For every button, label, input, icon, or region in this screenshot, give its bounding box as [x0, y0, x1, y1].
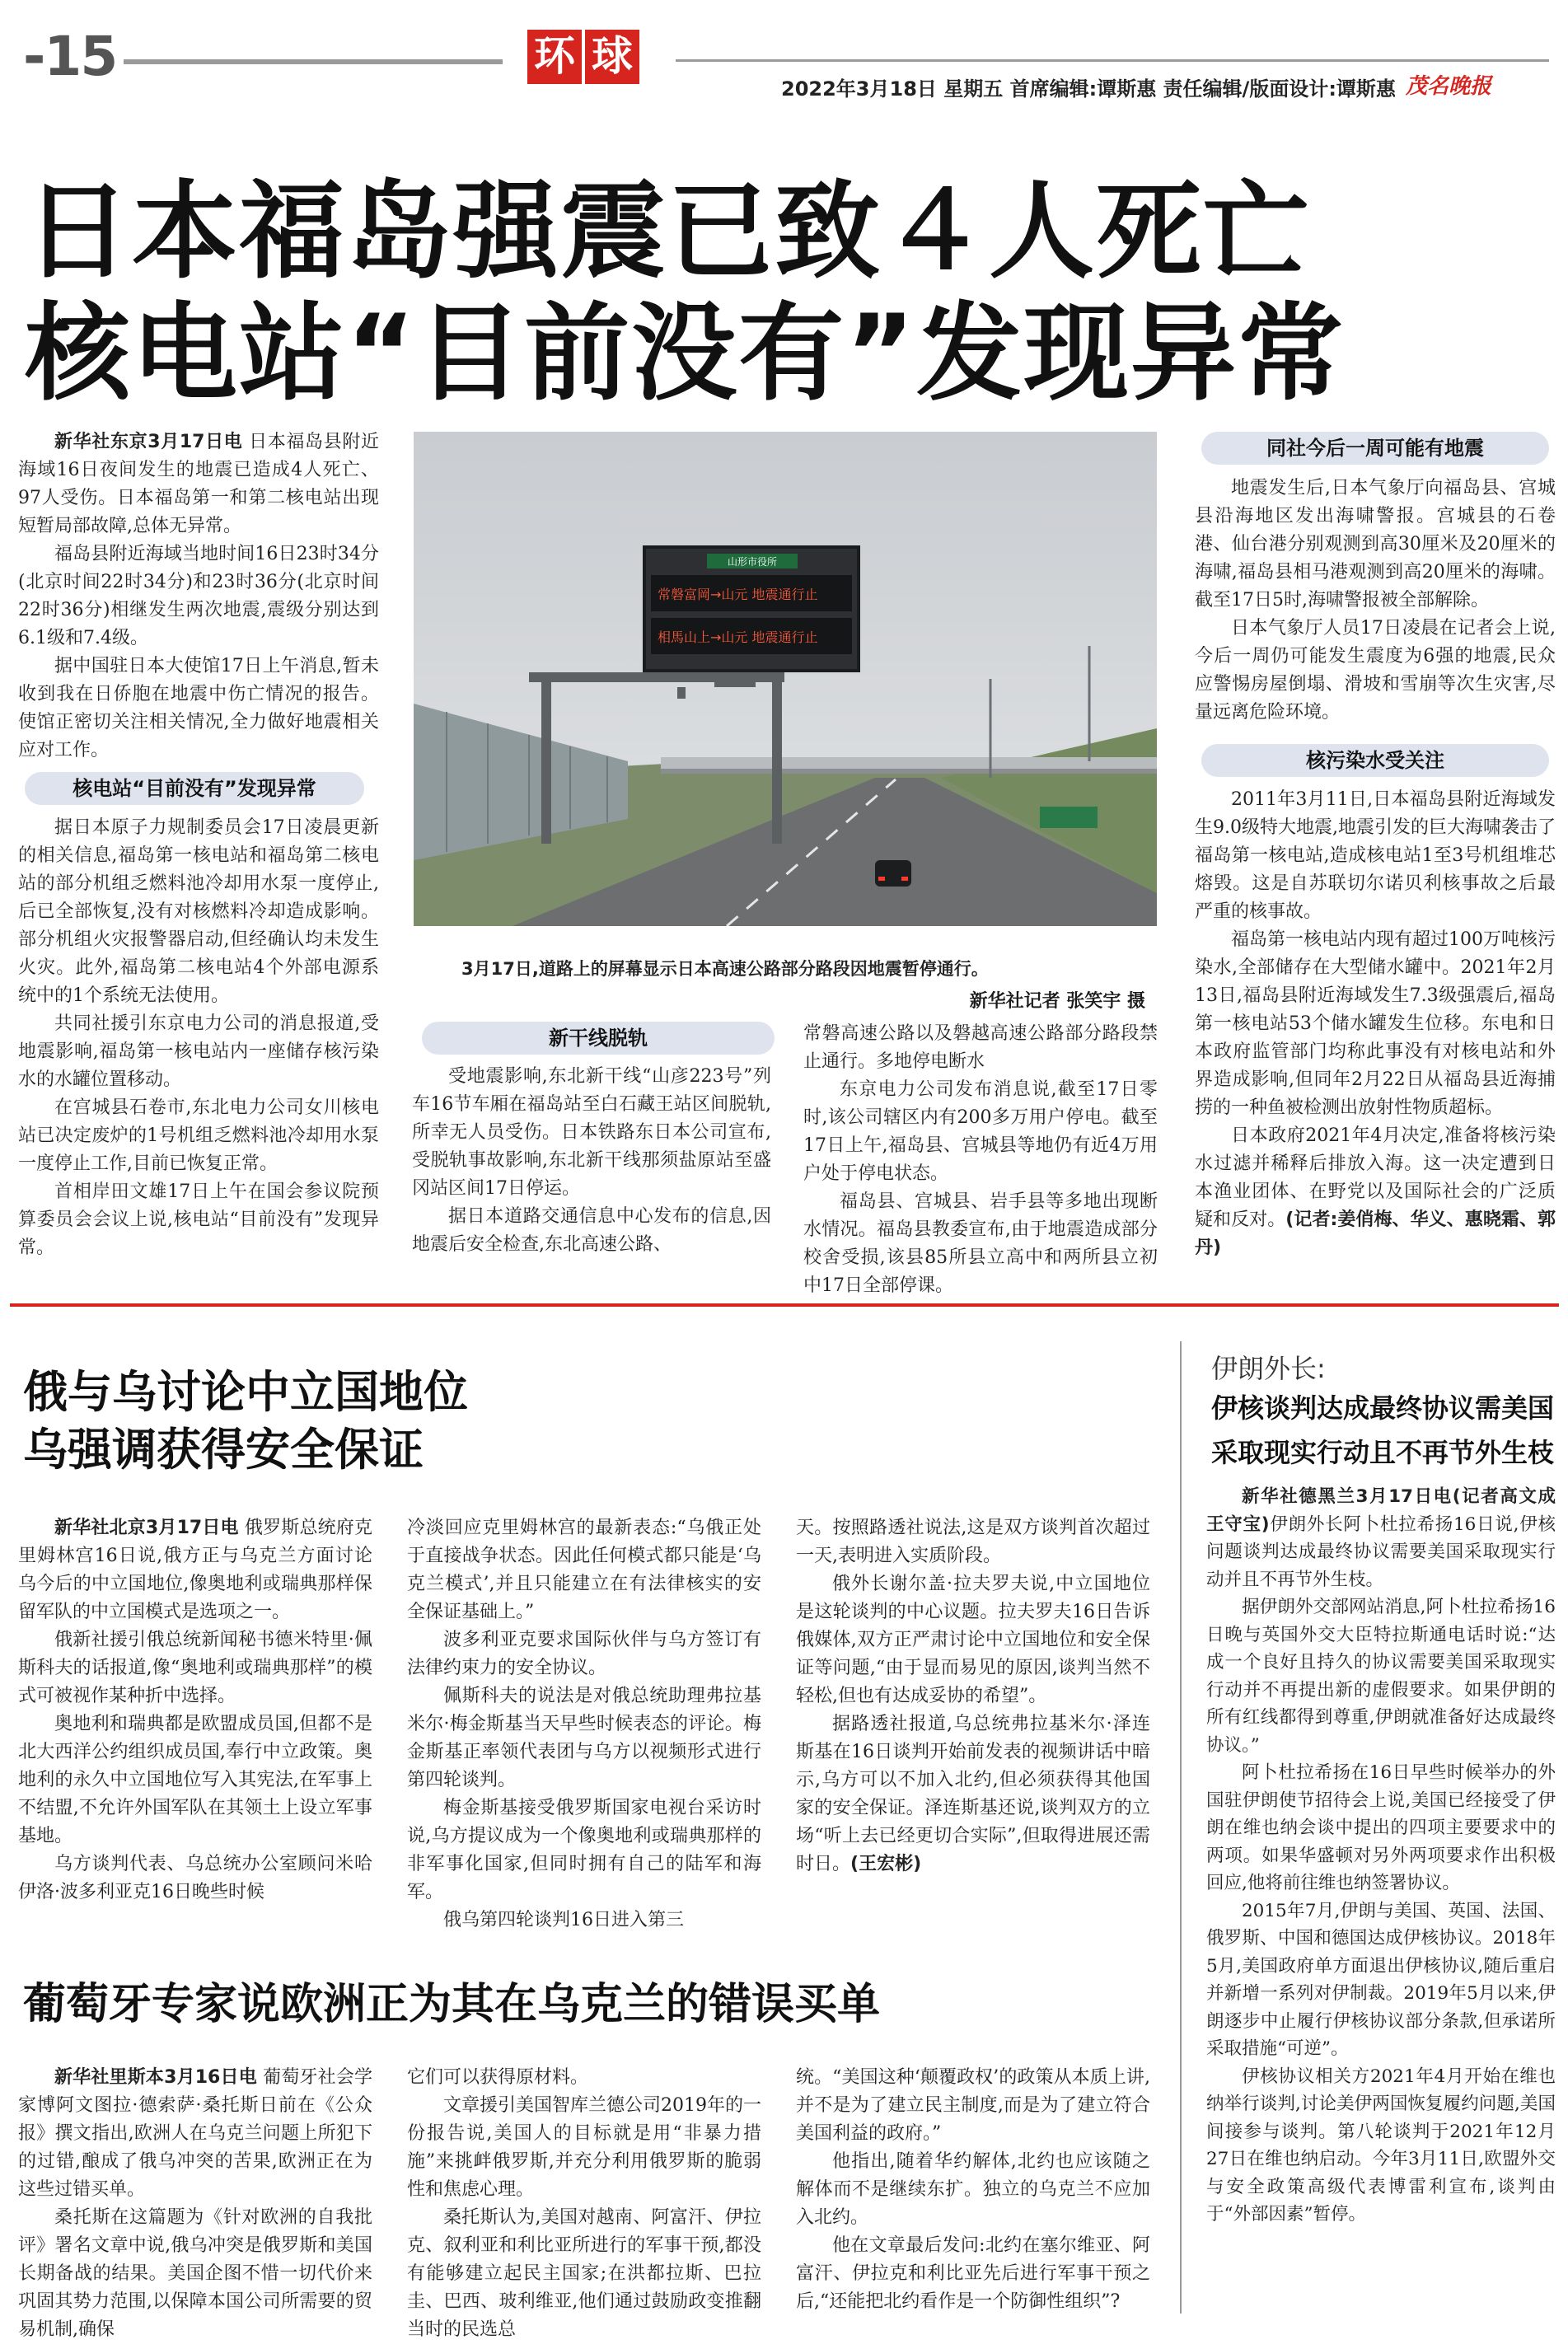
headline-line-2: 乌强调获得安全保证 — [23, 1424, 424, 1476]
paragraph: 福岛县附近海域当地时间16日23时34分(北京时间22时34分)和23时36分(北京时间22时36分)相继发生两次地震,震级分别达到6.1级和7.4级。 — [18, 544, 379, 648]
article1-mid-column-2 — [803, 1020, 1158, 1300]
paragraph: 乌方谈判代表、乌总统办公室顾问米哈伊洛·波多利亚克16日晚些时候 — [18, 1854, 372, 1902]
paragraph: 常磐高速公路以及磐越高速公路部分路段禁止通行。多地停电断水 — [803, 1023, 1158, 1072]
paragraph: 伊核协议相关方2021年4月开始在维也纳举行谈判,讨论美伊两国恢复履约问题,美国间接参与谈判。第八轮谈判于2021年12月27日在维也纳启动。今年3月11日,欧盟外交与安全政策高级代表博雷利宣布,谈判由于“外部因素”暂停。 — [1206, 2066, 1556, 2225]
paragraph: 葡萄牙社会学家博阿文图拉·德索萨·桑托斯日前在《公众报》撰文指出,欧洲人在乌克兰问题上所犯下的过错,酿成了俄乌冲突的苦果,欧洲正在为这些过错买单。 — [18, 2067, 372, 2200]
paragraph: 文章援引美国智库兰德公司2019年的一份报告说,美国人的目标就是用“非暴力措施”来挑衅俄罗斯,并充分利用俄罗斯的脆弱性和焦虑心理。 — [407, 2095, 761, 2200]
photo-caption: 3月17日,道路上的屏幕显示日本高速公路部分路段因地震暂停通行。 — [461, 959, 989, 979]
photo-credit: 新华社记者 张笑宇 摄 — [969, 991, 1145, 1012]
paragraph: 东京电力公司发布消息说,截至17日零时,该公司辖区内有200多万用户停电。截至17日上午,福岛县、宫城县等地仍有近4万用户处于停电状态。 — [803, 1079, 1158, 1184]
paragraph: 地震发生后,日本气象厅向福岛县、宫城县沿海地区发出海啸警报。宫城县的石卷港、仙台港分别观测到高30厘米及20厘米的海啸,福岛县相马港观测到高20厘米的海啸。截至17日5时,海啸警报被全部解除。 — [1195, 478, 1556, 611]
article1-mid-column — [412, 1063, 771, 1259]
article3-headline: 葡萄牙专家说欧洲正为其在乌克兰的错误买单 — [23, 1980, 881, 2029]
sign-line-1: 常磐富岡→山元 地震通行止 — [658, 587, 818, 602]
paragraph-text: 日本政府2021年4月决定,准备将核污染水过滤并稀释后排放入海。这一决定遭到日本渔业团体、在野党以及国际社会的广泛质疑和反对。 — [1195, 1125, 1556, 1230]
paragraph: 首相岸田文雄17日上午在国会参议院预算委员会会议上说,核电站“目前没有”发现异常。 — [18, 1181, 379, 1258]
page-number: -15 — [23, 25, 117, 88]
subhead-shinkansen: 新干线脱轨 — [422, 1022, 775, 1055]
header-rule-right — [676, 59, 1549, 62]
paragraph: 据伊朗外交部网站消息,阿卜杜拉希扬16日晚与英国外交大臣特拉斯通电话时说:“达成一个良好且持久的协议需要美国采取现实行动并不再提出新的虚假要求。如果伊朗的所有红线都得到尊重,伊朗就准备好达成最终协议。” — [1206, 1597, 1556, 1756]
headline-main — [25, 171, 1345, 415]
paragraph: 梅金斯基接受俄罗斯国家电视台采访时说,乌方提议成为一个像奥地利或瑞典那样的非军事化国家,但同时拥有自己的陆军和海军。 — [407, 1798, 761, 1902]
subhead-contaminated-water: 核污染水受关注 — [1201, 744, 1549, 777]
article1-left-column-2 — [18, 814, 379, 1262]
paragraph: 据中国驻日本大使馆17日上午消息,暂未收到我在日侨胞在地震中伤亡情况的报告。使馆正密切关注相关情况,全力做好地震相关应对工作。 — [18, 656, 379, 760]
article3-dateline: 新华社里斯本3月16日电 — [54, 2067, 257, 2088]
highway-photo — [414, 432, 1157, 926]
paragraph: 2015年7月,伊朗与美国、英国、法国、俄罗斯、中国和德国达成伊核协议。2018年5月,美国政府单方面退出伊核协议,随后重启并新增一系列对伊制裁。2019年5月以来,伊朗逐步中止履行伊核协议部分条款,但承诺所采取措施“可逆”。 — [1206, 1900, 1556, 2059]
byline: (王宏彬) — [850, 1854, 922, 1874]
paragraph: 俄乌第四轮谈判16日进入第三 — [443, 1910, 684, 1930]
article2-dateline: 新华社北京3月17日电 — [54, 1518, 239, 1538]
article1-right-column — [1195, 475, 1556, 727]
dateline: 2022年3月18日 星期五 首席编辑:谭斯惠 责任编辑/版面设计:谭斯惠 — [781, 77, 1396, 101]
paragraph: 他在文章最后发问:北约在塞尔维亚、阿富汗、伊拉克和利比亚先后进行军事干预之后,“还能把北约看作是一个防御性组织”? — [796, 2235, 1150, 2312]
paragraph: 他指出,随着华约解体,北约也应该随之解体而不是继续东扩。独立的乌克兰不应加入北约。 — [796, 2151, 1150, 2228]
article2-column-3 — [796, 1514, 1150, 1878]
paragraph: 俄罗斯总统府克里姆林宫16日说,俄方正与乌克兰方面讨论乌今后的中立国地位,像奥地利或瑞典那样保留军队的中立国模式是选项之一。 — [18, 1518, 372, 1622]
article4-kicker: 伊朗外长: — [1211, 1353, 1326, 1384]
paragraph — [796, 1710, 1150, 1878]
article4-column — [1206, 1483, 1556, 2229]
paragraph: 统。“美国这种‘颠覆政权’的政策从本质上讲,并不是为了建立民主制度,而是为了建立符合美国利益的政府。” — [796, 2067, 1150, 2144]
paragraph: 在宫城县石卷市,东北电力公司女川核电站已决定废炉的1号机组乏燃料池冷却用水泵一度停止工作,目前已恢复正常。 — [18, 1097, 379, 1174]
section-char-1: 环 — [527, 30, 582, 84]
paragraph: 阿卜杜拉希扬在16日早些时候举办的外国驻伊朗使节招待会上说,美国已经接受了伊朗在维也纳会谈中提出的四项主要要求中的两项。如果华盛顿对另外两项要求作出积极回应,他将前往维也纳签署协议。 — [1206, 1762, 1556, 1893]
article3-column-1 — [18, 2064, 372, 2344]
paragraph: 桑托斯认为,美国对越南、阿富汗、伊拉克、叙利亚和利比亚所进行的军事干预,都没有能够建立起民主国家;在洪都拉斯、巴拉圭、巴西、玻利维亚,他们通过鼓励政变推翻当时的民选总 — [407, 2207, 761, 2340]
paragraph: 天。按照路透社说法,这是双方谈判首次超过一天,表明进入实质阶段。 — [796, 1518, 1150, 1566]
article1-left-column — [18, 428, 379, 765]
article1-right-column-2 — [1195, 786, 1556, 1262]
paragraph: 冷淡回应克里姆林宫的最新表态:“乌俄正处于直接战争状态。因此任何模式都只能是‘乌克兰模式’,并且只能建立在有法律核实的安全保证基础上。” — [407, 1518, 761, 1622]
article3-column-3 — [796, 2064, 1150, 2316]
section-divider — [10, 1303, 1559, 1307]
article2-headline — [23, 1364, 468, 1479]
paragraph: 日本气象厅人员17日凌晨在记者会上说,今后一周仍可能发生震度为6强的地震,民众应警惕房屋倒塌、滑坡和雪崩等次生灾害,尽量远离危险环境。 — [1195, 618, 1556, 723]
paragraph: 福岛县、宫城县、岩手县等多地出现断水情况。福岛县教委宣布,由于地震造成部分校舍受损,该县85所县立高中和两所县立初中17日全部停课。 — [803, 1191, 1158, 1296]
subhead-nuclear: 核电站“目前没有”发现异常 — [25, 772, 364, 805]
headline-line-1: 俄与乌讨论中立国地位 — [23, 1366, 468, 1418]
column-rule — [1180, 1341, 1182, 2314]
byline: (记者:姜俏梅、华义、惠晓霜、郭丹) — [1195, 1209, 1556, 1258]
paragraph — [1195, 1122, 1556, 1262]
article2-column-2 — [407, 1514, 761, 1935]
paragraph: 俄外长谢尔盖·拉夫罗夫说,中立国地位是这轮谈判的中心议题。拉夫罗夫16日告诉俄媒体,双方正严肃讨论中立国地位和安全保证等问题,“由于显而易见的原因,谈判当然不轻松,但也有达成妥协的希望”。 — [796, 1574, 1150, 1706]
sign-top-text: 山形市役所 — [727, 556, 778, 568]
paragraph: 据日本道路交通信息中心发布的信息,因地震后安全检查,东北高速公路、 — [412, 1206, 771, 1255]
paragraph: 伊朗外长阿卜杜拉希扬16日说,伊核问题谈判达成最终协议需要美国采取现实行动并且不再节外生枝。 — [1206, 1514, 1556, 1590]
subhead-earthquake-forecast: 同社今后一周可能有地震 — [1201, 432, 1549, 465]
section-badge — [527, 30, 639, 84]
paragraph: 据日本原子力规制委员会17日凌晨更新的相关信息,福岛第一核电站和福岛第二核电站的部分机组乏燃料池冷却用水泵一度停止,后已全部恢复,没有对核燃料冷却造成影响。部分机组火灾报警器启动,但经确认均未发生火灾。此外,福岛第二核电站4个外部电源系统中的1个系统无法使用。 — [18, 817, 379, 1006]
paragraph: 受地震影响,东北新干线“山彦223号”列车16节车厢在福岛站至白石藏王站区间脱轨,所幸无人员受伤。日本铁路东日本公司宣布,受脱轨事故影响,东北新干线那须盐原站至盛冈站区间17日停运。 — [412, 1066, 771, 1199]
paragraph: 佩斯科夫的说法是对俄总统助理弗拉基米尔·梅金斯基当天早些时候表态的评论。梅金斯基正率领代表团与乌方以视频形式进行第四轮谈判。 — [407, 1686, 761, 1790]
paragraph: 桑托斯在这篇题为《针对欧洲的自我批评》署名文章中说,俄乌冲突是俄罗斯和美国长期备战的结果。美国企图不惜一切代价来巩固其势力范围,以保障本国公司所需要的贸易机制,确保 — [18, 2207, 372, 2340]
news-photo — [414, 432, 1157, 926]
paragraph: 福岛第一核电站内现有超过100万吨核污染水,全部储存在大型储水罐中。2021年2月13日,福岛县附近海域发生7.3级强震后,福岛第一核电站53个储水罐发生位移。东电和日本政府监管部门均称此事没有对核电站和外界造成影响,但同年2月22日从福岛县近海捕捞的一种鱼被检测出放射性物质超标。 — [1195, 929, 1556, 1118]
paragraph: 共同社援引东京电力公司的消息报道,受地震影响,福岛第一核电站内一座储存核污染水的水罐位置移动。 — [18, 1013, 379, 1090]
paragraph: 俄新社援引俄总统新闻秘书德米特里·佩斯科夫的话报道,像“奥地利或瑞典那样”的模式可被视作某种折中选择。 — [18, 1630, 372, 1706]
article4-headline — [1211, 1386, 1554, 1475]
section-char-2: 球 — [585, 30, 639, 84]
paragraph-text: 据路透社报道,乌总统弗拉基米尔·泽连斯基在16日谈判开始前发表的视频讲话中暗示,乌方可以不加入北约,但必须获得其他国家的安全保证。泽连斯基还说,谈判双方的立场“听上去已经更切合实际”,但取得进展还需时日。 — [796, 1714, 1150, 1874]
sign-line-2: 相馬山上→山元 地震通行止 — [658, 629, 818, 645]
newspaper-logo: 茂名晚报 — [1406, 74, 1492, 99]
paragraph: 日本福岛县附近海域16日夜间发生的地震已造成4人死亡、97人受伤。日本福岛第一和第二核电站出现短暂局部故障,总体无异常。 — [18, 432, 379, 536]
lead-dateline: 新华社东京3月17日电 — [54, 432, 243, 452]
paragraph: 波多利亚克要求国际伙伴与乌方签订有法律约束力的安全协议。 — [407, 1630, 761, 1678]
headline-line-1: 伊核谈判达成最终协议需美国 — [1211, 1392, 1555, 1424]
article2-column-1 — [18, 1514, 372, 1907]
article3-column-2 — [407, 2064, 761, 2344]
header-rule-left — [124, 59, 503, 64]
article4-dateline: 新华社德黑兰3月17日电(记者高文成 王守宝) — [1206, 1486, 1556, 1535]
headline-line-2: 采取现实行动且不再节外生枝 — [1211, 1437, 1555, 1468]
headline-line-1: 日本福岛强震已致４人死亡 — [25, 171, 1311, 293]
paragraph: 奥地利和瑞典都是欧盟成员国,但都不是北大西洋公约组织成员国,奉行中立政策。奥地利的永久中立国地位写入其宪法,在军事上不结盟,不允许外国军队在其领土上设立军事基地。 — [18, 1714, 372, 1846]
headline-line-2: 核电站“目前没有”发现异常 — [25, 292, 1346, 415]
paragraph: 它们可以获得原材料。 — [407, 2067, 589, 2088]
paragraph: 2011年3月11日,日本福岛县附近海域发生9.0级特大地震,地震引发的巨大海啸袭击了福岛第一核电站,造成核电站1至3号机组堆芯熔毁。这是自苏联切尔诺贝利核事故之后最严重的核事故。 — [1195, 789, 1556, 922]
